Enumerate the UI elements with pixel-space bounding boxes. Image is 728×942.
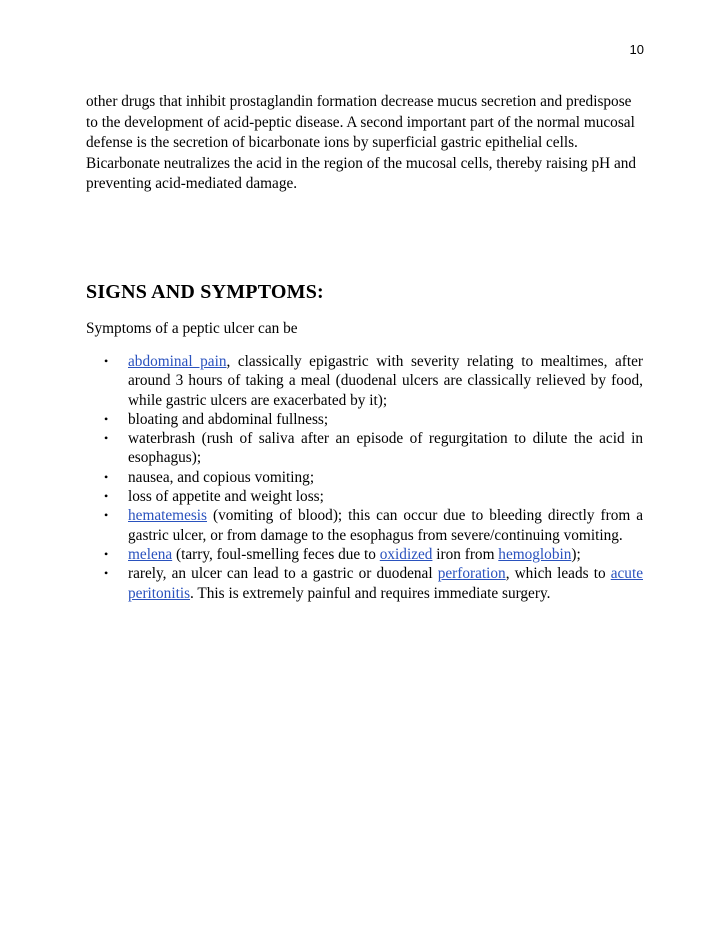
hemoglobin-link[interactable]: hemoglobin bbox=[498, 545, 572, 563]
bullet-icon: • bbox=[104, 431, 109, 446]
list-item bbox=[86, 410, 643, 429]
list-item-text: rarely, an ulcer can lead to a gastric or duodenal bbox=[128, 565, 438, 583]
list-item bbox=[86, 352, 643, 410]
list-item bbox=[86, 545, 643, 564]
perforation-link[interactable]: perforation bbox=[437, 565, 506, 583]
bullet-icon: • bbox=[104, 566, 109, 581]
list-item-text: iron from bbox=[432, 545, 499, 563]
bullet-icon: • bbox=[104, 411, 109, 426]
bullet-icon: • bbox=[104, 546, 109, 561]
list-item-text: (vomiting of blood); this can occur due to bleeding directly from a gastric ulcer, or from damage to the esophagus from severe/continuing vomiting. bbox=[128, 507, 643, 544]
bullet-icon: • bbox=[104, 354, 109, 368]
symptom-list bbox=[86, 352, 643, 603]
list-item-text: waterbrash (rush of saliva after an episode of regurgitation to dilute the acid in esophagus); bbox=[128, 430, 643, 467]
melena-link[interactable]: melena bbox=[128, 545, 173, 563]
list-item-text: bloating and abdominal fullness; bbox=[128, 410, 329, 428]
abdominal-pain-link[interactable]: abdominal pain bbox=[128, 353, 227, 370]
oxidized-link[interactable]: oxidized bbox=[379, 545, 433, 563]
list-item-text: ); bbox=[571, 545, 581, 563]
hematemesis-link[interactable]: hematemesis bbox=[128, 507, 208, 525]
list-item bbox=[86, 506, 643, 545]
symptoms-lead: Symptoms of a peptic ulcer can be bbox=[86, 320, 298, 337]
list-item-text: . This is extremely painful and requires immediate surgery. bbox=[190, 584, 551, 602]
intro-paragraph: other drugs that inhibit prostaglandin formation decrease mucus secretion and predispose to the development of acid-peptic disease. A second important part of the normal mucosal defense is the secretion of bicarbonate ions by superficial gastric epithelial cells. Bicarbonate neutralizes the acid in the region of the mucosal cells, thereby raising pH and preventing acid-mediated damage. bbox=[86, 93, 637, 192]
acute-peritonitis-link[interactable]: acute peritonitis bbox=[128, 565, 643, 602]
bullet-icon: • bbox=[104, 489, 109, 504]
list-item bbox=[86, 487, 643, 506]
list-item bbox=[86, 564, 643, 603]
bullet-icon: • bbox=[104, 508, 109, 523]
list-item-text: loss of appetite and weight loss; bbox=[128, 488, 324, 506]
list-item-text: , classically epigastric with severity relating to mealtimes, after around 3 hours of taking a meal (duodenal ulcers are classically relieved by food, while gastric ulcers are exacerbated by it); bbox=[128, 353, 643, 409]
list-item bbox=[86, 468, 643, 487]
section-heading: SIGNS AND SYMPTOMS: bbox=[86, 281, 324, 303]
list-item-text: (tarry, foul-smelling feces due to bbox=[172, 545, 380, 563]
list-item bbox=[86, 429, 643, 468]
bullet-icon: • bbox=[104, 469, 109, 484]
list-item-text: , which leads to bbox=[505, 565, 611, 583]
list-item-text: nausea, and copious vomiting; bbox=[128, 468, 315, 486]
page-number: 10 bbox=[629, 42, 644, 57]
